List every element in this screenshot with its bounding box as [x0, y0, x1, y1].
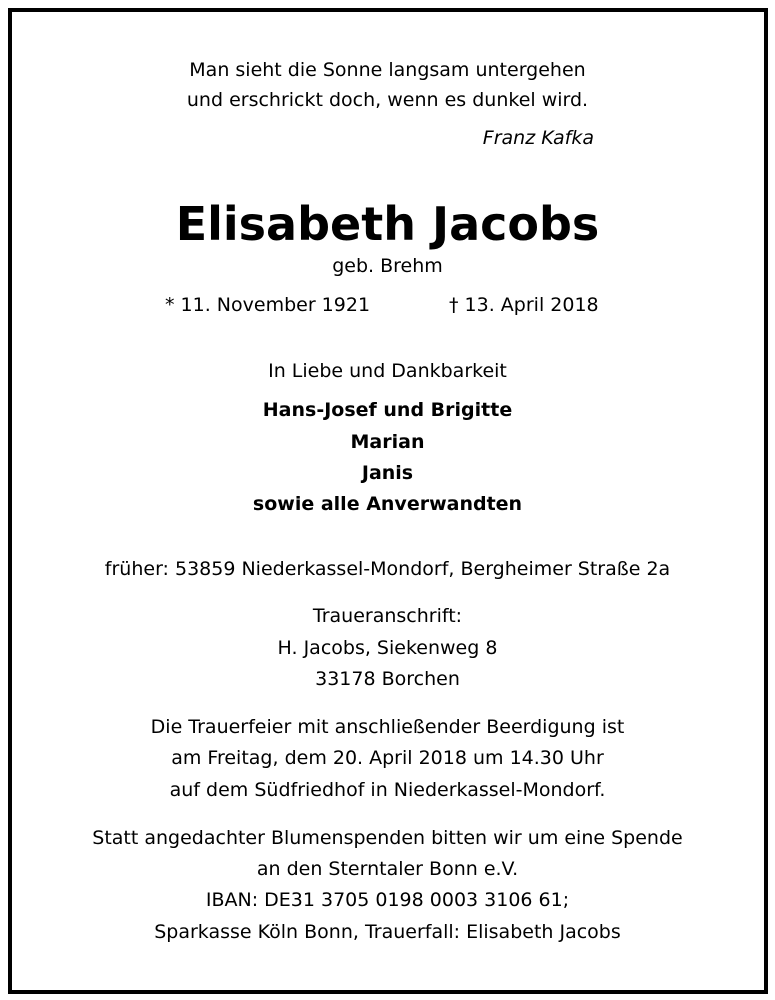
mourner-name: Janis: [361, 462, 414, 484]
funeral-line-2: am Freitag, dem 20. April 2018 um 14.30 Uhr: [171, 747, 604, 769]
mourning-address-label: Traueranschrift:: [312, 605, 463, 627]
mourner-name: Hans-Josef und Brigitte: [262, 399, 513, 421]
death-date: † 13. April 2018: [449, 294, 599, 316]
funeral-line-1: Die Trauerfeier mit anschließender Beerdigung ist: [150, 716, 625, 738]
mourner-name: sowie alle Anverwandten: [252, 493, 523, 515]
former-address: früher: 53859 Niederkassel-Mondorf, Bergheimer Straße 2a: [104, 558, 671, 580]
life-dates: [0, 293, 775, 319]
funeral-line-3: auf dem Südfriedhof in Niederkassel-Mondorf.: [169, 779, 606, 801]
donation-line-1: Statt angedachter Blumenspenden bitten wir um eine Spende: [92, 827, 683, 849]
donation-iban: IBAN: DE31 3705 0198 0003 3106 61;: [205, 889, 570, 911]
quote-author: Franz Kafka: [482, 127, 594, 149]
maiden-name: geb. Brehm: [332, 255, 443, 277]
mourning-address-line-1: H. Jacobs, Siekenweg 8: [277, 637, 498, 659]
deceased-name: Elisabeth Jacobs: [175, 197, 600, 251]
birth-date: * 11. November 1921: [165, 294, 371, 316]
donation-line-2: an den Sterntaler Bonn e.V.: [256, 858, 519, 880]
donation-line-4: Sparkasse Köln Bonn, Trauerfall: Elisabeth Jacobs: [154, 921, 621, 943]
mourning-address-line-2: 33178 Borchen: [315, 668, 460, 690]
quote-line-2: und erschrickt doch, wenn es dunkel wird.: [186, 89, 589, 111]
mourners-intro: In Liebe und Dankbarkeit: [268, 360, 507, 382]
quote-line-1: Man sieht die Sonne langsam untergehen: [189, 59, 586, 81]
mourner-name: Marian: [350, 431, 425, 453]
